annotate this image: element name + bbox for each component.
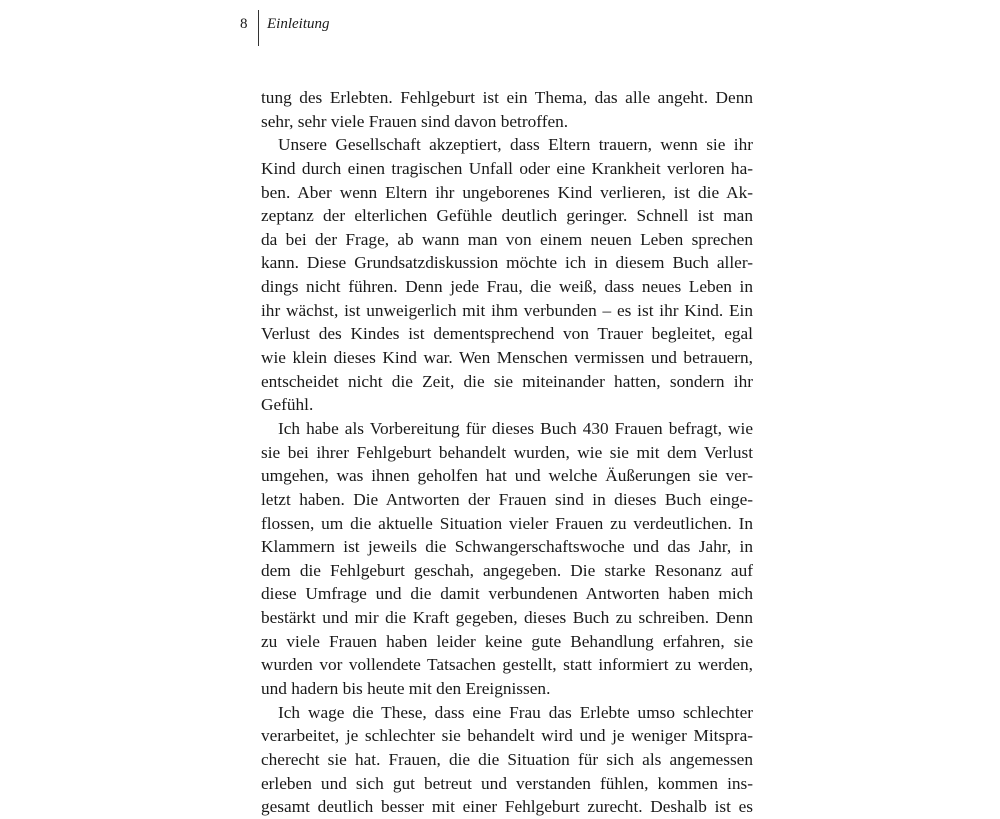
text-line: dings nicht führen. Denn jede Frau, die weiß, dass neues Leben in (261, 277, 753, 297)
text-line: wurden vor vollendete Tatsachen gestellt, statt informiert zu werden, (261, 655, 753, 675)
text-line: sehr, sehr viele Frauen sind davon betroffen. (261, 111, 569, 131)
text-line: Klammern ist jeweils die Schwangerschaftswoche und das Jahr, in (261, 537, 753, 557)
text-line: dem die Fehlgeburt geschah, angegeben. Die starke Resonanz auf (261, 560, 753, 580)
text-line: zu viele Frauen haben leider keine gute Behandlung erfahren, sie (261, 631, 753, 651)
header-divider (258, 10, 259, 46)
text-line: letzt haben. Die Antworten der Frauen sind in dieses Buch einge- (261, 489, 753, 509)
text-line: gesamt deutlich besser mit einer Fehlgeburt zurecht. Deshalb ist es (261, 797, 753, 817)
body-text (261, 86, 753, 819)
text-line: umgehen, was ihnen geholfen hat und welche Äußerungen sie ver- (261, 466, 753, 486)
text-line: kann. Diese Grundsatzdiskussion möchte ich in diesem Buch aller- (261, 253, 753, 273)
text-line: cherecht sie hat. Frauen, die die Situation für sich als angemessen (261, 749, 753, 769)
text-line: flossen, um die aktuelle Situation vieler Frauen zu verdeutlichen. In (261, 513, 753, 533)
text-line: verarbeitet, je schlechter sie behandelt wird und je weniger Mitspra- (261, 726, 753, 746)
text-line: Gefühl. (261, 395, 314, 415)
text-line: Verlust des Kindes ist dementsprechend von Trauer begleitet, egal (261, 324, 753, 344)
text-line: ihr wächst, ist unweigerlich mit ihm verbunden – es ist ihr Kind. Ein (261, 300, 753, 320)
text-line: erleben und sich gut betreut und verstanden fühlen, kommen ins- (261, 773, 753, 793)
text-line: und hadern bis heute mit den Ereignissen. (261, 679, 551, 699)
text-line: Ich habe als Vorbereitung für dieses Buch 430 Frauen befragt, wie (278, 418, 753, 438)
running-head (240, 10, 330, 46)
text-line: zeptanz der elterlichen Gefühle deutlich geringer. Schnell ist man (261, 206, 753, 226)
text-line: sie bei ihrer Fehlgeburt behandelt wurden, wie sie mit dem Verlust (261, 442, 753, 462)
text-line: Unsere Gesellschaft akzeptiert, dass Eltern trauern, wenn sie ihr (278, 135, 753, 155)
text-line: Kind durch einen tragischen Unfall oder eine Krankheit verloren ha- (261, 158, 753, 178)
text-line: diese Umfrage und die damit verbundenen Antworten haben mich (261, 584, 753, 604)
text-line: tung des Erlebten. Fehlgeburt ist ein Thema, das alle angeht. Denn (261, 88, 753, 107)
text-line: wie klein dieses Kind war. Wen Menschen vermissen und betrauern, (261, 348, 753, 368)
text-line: ben. Aber wenn Eltern ihr ungeborenes Kind verlieren, ist die Ak- (261, 182, 753, 202)
text-line: da bei der Frage, ab wann man von einem neuen Leben sprechen (261, 229, 753, 249)
text-line: bestärkt und mir die Kraft gegeben, dieses Buch zu schreiben. Denn (261, 608, 753, 628)
chapter-title: Einleitung (267, 16, 330, 32)
text-line: Ich wage die These, dass eine Frau das Erlebte umso schlechter (278, 702, 753, 722)
text-line: entscheidet nicht die Zeit, die sie miteinander hatten, sondern ihr (261, 371, 753, 391)
page-number: 8 (240, 16, 248, 32)
